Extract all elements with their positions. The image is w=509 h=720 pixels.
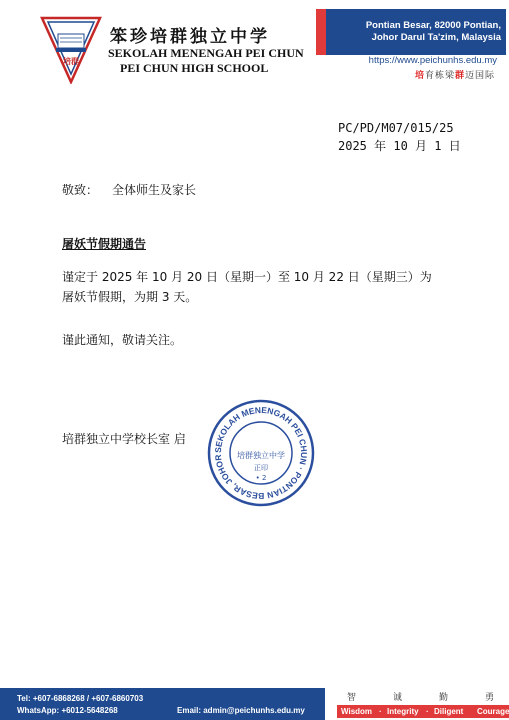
- school-name-chinese: 笨珍培群独立中学: [110, 27, 270, 47]
- school-name-malay: SEKOLAH MENENGAH PEI CHUN: [108, 46, 304, 60]
- virtue-en-2: Integrity: [387, 707, 419, 716]
- notice-title: 屠妖节假期通告: [62, 237, 147, 251]
- virtue-en-1: Wisdom: [341, 707, 373, 716]
- svg-text:• 2: • 2: [255, 474, 267, 482]
- motto-mid: 育栋梁: [424, 71, 455, 81]
- school-name-english: PEI CHUN HIGH SCHOOL: [120, 61, 269, 75]
- motto-red: 群: [454, 71, 465, 81]
- svg-text:培群: 培群: [63, 56, 79, 66]
- virtue-cn-4: 勇: [485, 693, 495, 703]
- to-recipients: 全体师生及家长: [112, 183, 197, 197]
- body-line-1: 谨定于 2025 年 10 月 20 日（星期一）至 10 月 22 日（星期三）为: [62, 270, 432, 284]
- svg-text:SEKOLAH MENENGAH PEI CHUN · PO: SEKOLAH MENENGAH PEI CHUN · PONTIAN BESAR, JOHOR: [212, 404, 310, 502]
- official-seal-stamp: [206, 398, 316, 508]
- virtues-chinese: [325, 690, 509, 704]
- virtue-cn-1: 智: [347, 693, 357, 703]
- recipient-line: [62, 181, 196, 198]
- school-logo: [40, 16, 102, 84]
- svg-text:正印: 正印: [254, 464, 268, 472]
- svg-text:培群独立中学: 培群独立中学: [237, 451, 285, 460]
- school-motto: [415, 68, 495, 81]
- virtue-cn-3: 勤: [439, 693, 449, 703]
- footer-contact-bar: [0, 688, 325, 720]
- virtues-english: [337, 705, 509, 718]
- address-line-2: Johor Darul Ta'zim, Malaysia: [371, 32, 501, 43]
- footer-email[interactable]: Email: admin@peichunhs.edu.my: [177, 706, 305, 715]
- reference-number: PC/PD/M07/015/25: [338, 121, 454, 135]
- body-line-2: 屠妖节假期，为期 3 天。: [62, 290, 198, 304]
- website-link[interactable]: https://www.peichunhs.edu.my: [368, 55, 497, 66]
- virtue-sep-1: ·: [379, 707, 382, 716]
- virtue-en-4: Courage: [477, 707, 509, 716]
- virtue-cn-2: 诚: [393, 693, 403, 703]
- closing-line: 谨此通知，敬请关注。: [62, 333, 183, 347]
- virtue-en-3: Diligent: [434, 707, 464, 716]
- signature-line: 培群独立中学校长室 启: [62, 432, 186, 446]
- footer-whatsapp: WhatsApp: +6012-5648268: [17, 706, 118, 715]
- footer-telephone: Tel: +607-6868268 / +607-6860703: [17, 694, 144, 703]
- letter-date: 2025 年 10 月 1 日: [338, 139, 461, 153]
- address-line-1: Pontian Besar, 82000 Pontian,: [365, 20, 501, 31]
- to-label: 敬致：: [62, 183, 99, 197]
- virtue-sep-2: ·: [426, 707, 429, 716]
- notice-body: [62, 267, 432, 307]
- motto-suffix: 迈国际: [464, 71, 495, 81]
- motto-prefix: 培: [414, 71, 425, 81]
- letterhead: [0, 0, 509, 110]
